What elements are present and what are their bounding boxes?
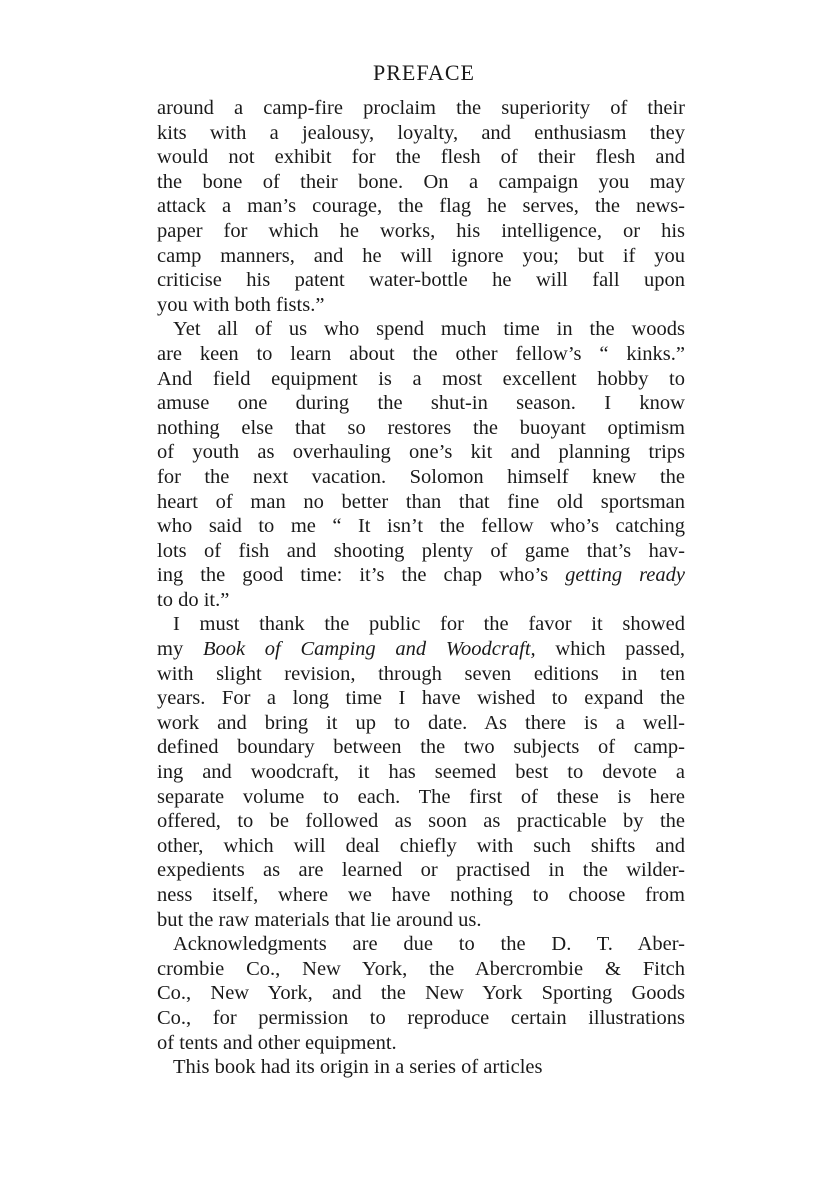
text-line: Co., for permission to reproduce certain illustrations bbox=[157, 1006, 685, 1029]
text-line: ing the good time: it’s the chap who’s getting ready bbox=[157, 564, 686, 587]
paragraph bbox=[157, 96, 685, 317]
text-line: criticise his patent water-bottle he will fall upon bbox=[157, 269, 685, 292]
text-line: ing and woodcraft, it has seemed best to devote a bbox=[157, 761, 685, 784]
text-line: around a camp-fire proclaim the superiority of their bbox=[157, 97, 685, 119]
text-line: camp manners, and he will ignore you; but if you bbox=[157, 244, 685, 267]
text-line: years. For a long time I have wished to expand the bbox=[157, 687, 685, 710]
body-text bbox=[157, 96, 685, 1080]
text-line: Acknowledgments are due to the D. T. Aber- bbox=[173, 933, 685, 956]
text-line: are keen to learn about the other fellow’s “ kinks.” bbox=[157, 342, 685, 365]
text-line: paper for which he works, his intelligence, or his bbox=[157, 219, 685, 242]
text-line: but the raw materials that lie around us. bbox=[157, 908, 482, 931]
paragraph bbox=[157, 932, 685, 1055]
text-line: nothing else that so restores the buoyant optimism bbox=[157, 416, 685, 439]
text-line: my Book of Camping and Woodcraft, which passed, bbox=[157, 638, 685, 661]
text-line: you with both fists.” bbox=[157, 293, 325, 316]
text-line: other, which will deal chiefly with such shifts and bbox=[157, 834, 685, 857]
text-line: with slight revision, through seven editions in ten bbox=[157, 662, 685, 685]
text-line: And field equipment is a most excellent hobby to bbox=[157, 367, 685, 390]
text-line: Yet all of us who spend much time in the woods bbox=[173, 318, 685, 341]
text-line: Co., New York, and the New York Sporting Goods bbox=[157, 982, 685, 1005]
book-page bbox=[157, 58, 685, 1080]
text-line: I must thank the public for the favor it showed bbox=[173, 613, 685, 636]
text-line: attack a man’s courage, the flag he serves, the news- bbox=[157, 195, 685, 218]
text-line: crombie Co., New York, the Abercrombie & Fitch bbox=[157, 957, 685, 980]
text-line: of youth as overhauling one’s kit and planning trips bbox=[157, 441, 685, 464]
text-line: kits with a jealousy, loyalty, and enthusiasm they bbox=[157, 121, 685, 144]
text-line: who said to me “ It isn’t the fellow who’s catching bbox=[157, 515, 685, 538]
text-line: defined boundary between the two subjects of camp- bbox=[157, 736, 685, 759]
text-line: for the next vacation. Solomon himself knew the bbox=[157, 465, 685, 488]
page-heading: PREFACE bbox=[373, 60, 475, 85]
text-line: work and bring it up to date. As there is a well- bbox=[157, 711, 685, 734]
text-line: separate volume to each. The first of these is here bbox=[157, 785, 685, 808]
paragraph bbox=[157, 317, 685, 612]
text-line: heart of man no better than that fine old sportsman bbox=[157, 490, 685, 513]
text-line: of tents and other equipment. bbox=[157, 1031, 397, 1054]
text-line: This book had its origin in a series of articles bbox=[173, 1056, 543, 1079]
paragraph bbox=[157, 1055, 685, 1080]
paragraph bbox=[157, 612, 685, 932]
text-line: expedients as are learned or practised in the wilder- bbox=[157, 859, 685, 882]
text-line: offered, to be followed as soon as practicable by the bbox=[157, 810, 685, 833]
text-line: the bone of their bone. On a campaign you may bbox=[157, 170, 685, 193]
text-line: to do it.” bbox=[157, 588, 230, 611]
text-line: ness itself, where we have nothing to choose from bbox=[157, 884, 685, 906]
text-line: would not exhibit for the flesh of their flesh and bbox=[157, 146, 685, 169]
text-line: lots of fish and shooting plenty of game that’s hav- bbox=[157, 539, 685, 562]
text-line: amuse one during the shut-in season. I know bbox=[157, 392, 685, 415]
